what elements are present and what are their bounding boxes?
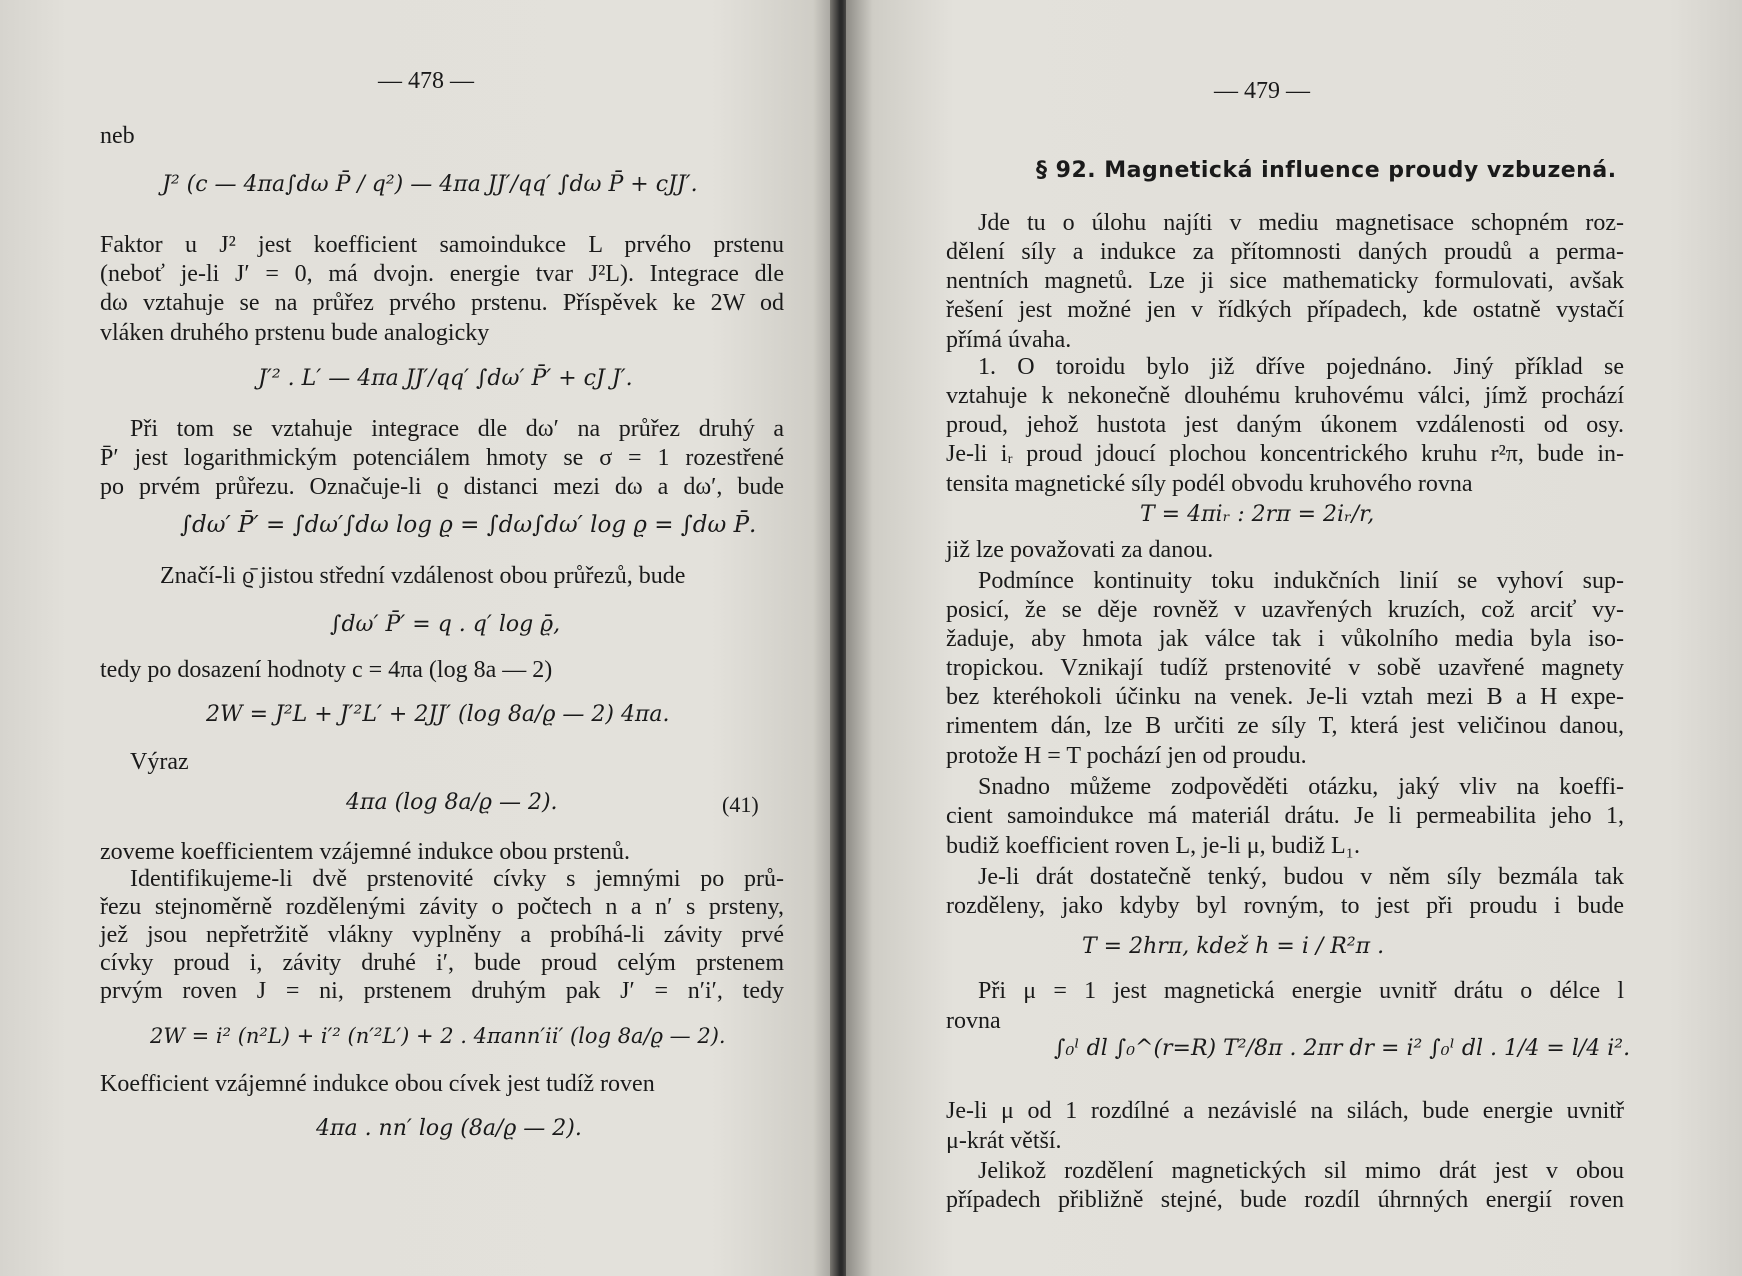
equation-3: ∫dω′ P̄′ = ∫dω′∫dω log ϱ = ∫dω∫dω′ log ϱ = ∫dω P̄. (180, 512, 757, 538)
paragraph-line: Jelikož rozdělení magnetických sil mimo drát jest v obou (978, 1158, 1624, 1184)
equation-2: J′² . L′ — 4πa JJ′/qq′ ∫dω′ P̄′ + cJ J′. (258, 366, 633, 391)
equation-4: ∫dω′ P̄′ = q . q′ log ϱ̄, (330, 612, 561, 637)
paragraph-line: přímá úvaha. (946, 327, 1072, 353)
equation-7: 2W = i² (n²L) + i′² (n′²L′) + 2 . 4πann′ii′ (log 8a/ϱ — 2). (150, 1024, 726, 1048)
paragraph-line: Při tom se vztahuje integrace dle dω′ na průřez druhý a (130, 416, 784, 442)
paragraph-line: tensita magnetické síly podél obvodu kruhového rovna (946, 471, 1473, 497)
equation-2-right: T = 2hrπ, kdež h = i / R²π . (1082, 934, 1385, 959)
equation-3-right: ∫₀ˡ dl ∫₀^(r=R) T²/8π . 2πr dr = i² ∫₀ˡ dl . 1/4 = l/4 i². (1054, 1036, 1631, 1061)
paragraph-line: Je-li μ od 1 rozdílné a nezávislé na silách, bude energie uvnitř (946, 1098, 1624, 1124)
paragraph-line: žaduje, aby hmota jak válce tak i vůkolního media byla iso- (946, 626, 1624, 652)
paragraph-line: Jde tu o úlohu najíti v mediu magnetisace schopném roz- (978, 210, 1624, 236)
paragraph-line: Je-li drát dostatečně tenký, budou v něm síly bezmála tak (978, 864, 1624, 890)
paragraph-line: vztahuje k nekonečně dlouhému kruhovému válci, jímž prochází (946, 383, 1624, 409)
equation-5: 2W = J²L + J′²L′ + 2JJ′ (log 8a/ϱ — 2) 4πa. (206, 702, 670, 727)
paragraph-line: rovna (946, 1008, 1001, 1034)
paragraph-line: případech přibližně stejné, bude rozdíl úhrnných energií roven (946, 1187, 1624, 1213)
paragraph-line: protože H = T pochází jen od proudu. (946, 743, 1307, 769)
equation-8: 4πa . nn′ log (8a/ϱ — 2). (316, 1116, 582, 1141)
equation-number: (41) (722, 792, 759, 817)
paragraph-line: proud, jehož hustota jest daným úkonem vzdálenosti od osy. (946, 412, 1624, 438)
paragraph-line: posicí, že se děje rovněž v uzavřených kruzích, což arciť vy- (946, 597, 1624, 623)
paragraph-line: Podmínce kontinuity toku indukčních linií se vyhoví sup- (978, 568, 1624, 594)
page-number-left: — 478 — (378, 68, 474, 94)
paragraph-line: vláken druhého prstenu bude analogicky (100, 320, 490, 346)
paragraph-line: dělení síly a indukce za přítomnosti daných proudů a perma- (946, 239, 1624, 265)
paragraph-line: již lze považovati za danou. (946, 537, 1214, 563)
paragraph-line: tedy po dosazení hodnoty c = 4πa (log 8a — 2) (100, 657, 553, 683)
paragraph-line: cívky proud i, závity druhé i′, bude proud celým prstenem (100, 950, 784, 976)
section-heading: § 92. Magnetická influence proudy vzbuzená. (1036, 158, 1617, 183)
paragraph-line: 1. O toroidu bylo již dříve pojednáno. Jiný příklad se (978, 354, 1624, 380)
paragraph-line: P̄′ jest logarithmickým potenciálem hmoty se σ = 1 rozestřené (100, 445, 784, 471)
paragraph-line: cient samoindukce má materiál drátu. Je li permeabilita jeho 1, (946, 803, 1624, 829)
page-number-right: — 479 — (1214, 78, 1310, 104)
paragraph-line: po prvém průřezu. Označuje-li ϱ distanci mezi dω a dω′, bude (100, 474, 785, 500)
paragraph-line: Koefficient vzájemné indukce obou cívek jest tudíž roven (100, 1071, 655, 1097)
paragraph-line: bez kteréhokoli účinku na venek. Je-li vztah mezi B a H expe- (946, 684, 1624, 710)
paragraph-line: (neboť je-li J′ = 0, má dvojn. energie tvar J²L). Integrace dle (100, 261, 784, 287)
word-neb: neb (100, 123, 135, 149)
paragraph-line: Faktor u J² jest koefficient samoindukce L prvého prstenu (100, 232, 784, 258)
equation-1-right: T = 4πiᵣ : 2rπ = 2iᵣ/r, (1140, 502, 1375, 527)
left-page (0, 0, 838, 1276)
equation-1: J² (c — 4πa∫dω P̄ / q²) — 4πa JJ′/qq′ ∫dω P̄ + cJJ′. (162, 172, 698, 197)
paragraph-line: rimentem dán, lze B určiti ze síly T, která jest veličinou danou, (946, 713, 1624, 739)
paragraph-line: rozděleny, jako kdyby byl rovným, to jest při proudu i bude (946, 893, 1624, 919)
paragraph-line: dω vztahuje se na průřez prvého prstenu. Příspěvek ke 2W od (100, 290, 784, 316)
right-page (846, 0, 1742, 1276)
paragraph-line: řešení jest možné jen v řídkých případech, kde ostatně vystačí (946, 297, 1624, 323)
paragraph-line: Identifikujeme-li dvě prstenovité cívky s jemnými po prů- (130, 866, 784, 892)
paragraph-line: μ-krát větší. (946, 1128, 1062, 1154)
paragraph-line: nentních magnetů. Lze ji sice mathematicky formulovati, avšak (946, 268, 1624, 294)
paragraph-line: Snadno můžeme zodpověděti otázku, jaký vliv na koeffi- (978, 774, 1624, 800)
paragraph-line: jež jsou nepřetržitě vlákny vyplněny a probíhá-li závity prvé (100, 922, 784, 948)
paragraph-line: řezu stejnoměrně rozdělenými závity o počtech n a n′ s prsteny, (100, 894, 784, 920)
paragraph-line: budiž koefficient roven L, je-li μ, budiž L₁. (946, 833, 1360, 859)
paragraph-line: prvým roven J = ni, prstenem druhým pak J′ = n′i′, tedy (100, 978, 784, 1004)
paragraph-line: Je-li iᵣ proud jdoucí plochou koncentrického kruhu r²π, bude in- (946, 441, 1624, 467)
equation-6: 4πa (log 8a/ϱ — 2). (346, 790, 558, 815)
paragraph-line: Značí-li ϱ̄ jistou střední vzdálenost obou průřezů, bude (160, 563, 686, 589)
word-vyraz: Výraz (130, 749, 189, 775)
paragraph-line: tropickou. Vznikají tudíž prstenovité v sobě uzavřené magnety (946, 655, 1624, 681)
paragraph-line: Při μ = 1 jest magnetická energie uvnitř drátu o délce l (978, 978, 1624, 1004)
paragraph-line: zoveme koefficientem vzájemné indukce obou prstenů. (100, 839, 631, 865)
